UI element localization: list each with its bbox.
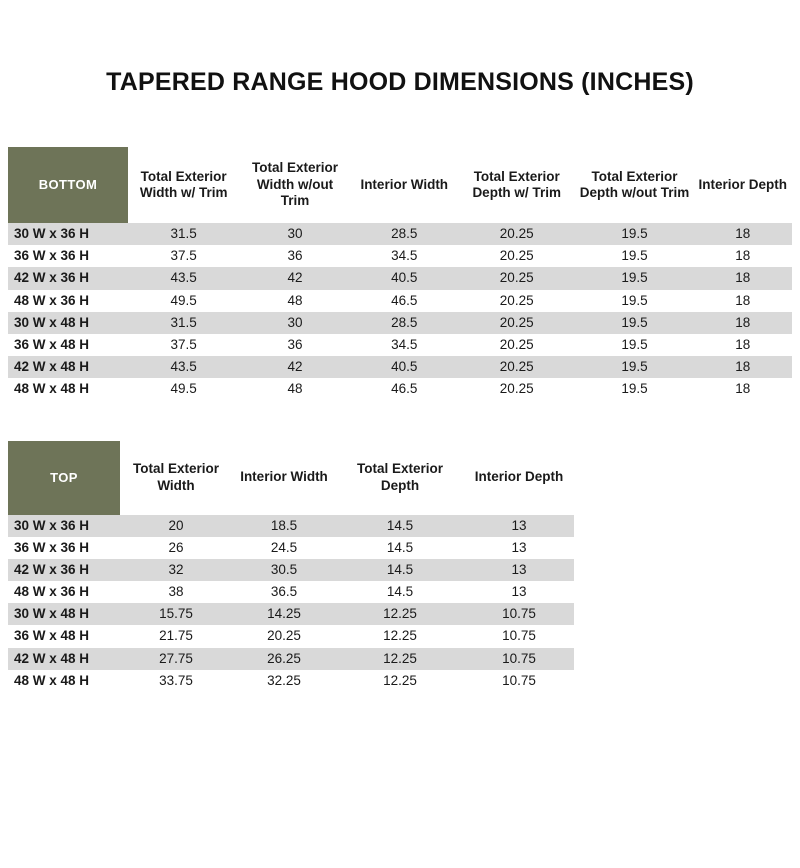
cell: 38 <box>120 581 232 603</box>
table-row <box>8 537 574 559</box>
cell: 14.5 <box>336 581 464 603</box>
table-row <box>8 378 792 400</box>
row-label: 30 W x 48 H <box>8 312 128 334</box>
cell: 19.5 <box>576 312 694 334</box>
cell: 12.25 <box>336 670 464 692</box>
table-row <box>8 312 792 334</box>
cell: 48 <box>239 378 350 400</box>
row-label: 36 W x 48 H <box>8 334 128 356</box>
cell: 20.25 <box>458 223 576 245</box>
top-corner-label: TOP <box>8 441 120 515</box>
cell: 26 <box>120 537 232 559</box>
bottom-table-body <box>8 223 792 401</box>
table-row <box>8 625 574 647</box>
row-label: 48 W x 36 H <box>8 581 120 603</box>
cell: 13 <box>464 537 574 559</box>
table-row <box>8 356 792 378</box>
bottom-dimensions-table <box>8 147 792 401</box>
table-row <box>8 223 792 245</box>
cell: 18 <box>693 378 792 400</box>
cell: 32.25 <box>232 670 336 692</box>
table-row <box>8 670 574 692</box>
cell: 12.25 <box>336 625 464 647</box>
document-page <box>0 68 800 868</box>
cell: 43.5 <box>128 267 239 289</box>
cell: 46.5 <box>351 378 458 400</box>
table-row <box>8 334 792 356</box>
cell: 42 <box>239 356 350 378</box>
row-label: 30 W x 48 H <box>8 603 120 625</box>
cell: 27.75 <box>120 648 232 670</box>
cell: 21.75 <box>120 625 232 647</box>
cell: 12.25 <box>336 648 464 670</box>
cell: 10.75 <box>464 625 574 647</box>
cell: 12.25 <box>336 603 464 625</box>
table-row <box>8 648 574 670</box>
cell: 13 <box>464 559 574 581</box>
bottom-corner-label: BOTTOM <box>8 147 128 223</box>
cell: 31.5 <box>128 223 239 245</box>
column-header: Total Exterior Depth w/out Trim <box>579 168 690 200</box>
cell: 20.25 <box>458 267 576 289</box>
cell: 20.25 <box>458 356 576 378</box>
cell: 10.75 <box>464 648 574 670</box>
cell: 33.75 <box>120 670 232 692</box>
cell: 28.5 <box>351 312 458 334</box>
row-label: 36 W x 48 H <box>8 625 120 647</box>
cell: 19.5 <box>576 245 694 267</box>
column-header: Total Exterior Width <box>132 461 220 493</box>
bottom-dimensions-block <box>0 147 800 401</box>
table-header-row <box>8 147 792 223</box>
cell: 20.25 <box>458 378 576 400</box>
table-header-row <box>8 441 574 515</box>
cell: 20.25 <box>458 290 576 312</box>
cell: 34.5 <box>351 334 458 356</box>
cell: 14.5 <box>336 515 464 537</box>
cell: 18.5 <box>232 515 336 537</box>
cell: 19.5 <box>576 267 694 289</box>
cell: 28.5 <box>351 223 458 245</box>
cell: 18 <box>693 290 792 312</box>
cell: 46.5 <box>351 290 458 312</box>
cell: 20.25 <box>458 334 576 356</box>
cell: 18 <box>693 267 792 289</box>
bottom-table-header <box>8 147 792 223</box>
table-row <box>8 515 574 537</box>
row-label: 36 W x 36 H <box>8 245 128 267</box>
column-header: Total Exterior Width w/out Trim <box>252 160 339 209</box>
cell: 48 <box>239 290 350 312</box>
row-label: 48 W x 36 H <box>8 290 128 312</box>
cell: 10.75 <box>464 603 574 625</box>
cell: 13 <box>464 515 574 537</box>
cell: 18 <box>693 223 792 245</box>
row-label: 48 W x 48 H <box>8 378 128 400</box>
cell: 30 <box>239 223 350 245</box>
cell: 49.5 <box>128 378 239 400</box>
cell: 13 <box>464 581 574 603</box>
top-dimensions-block <box>0 441 800 693</box>
column-header: Total Exterior Width w/ Trim <box>139 168 228 200</box>
cell: 20 <box>120 515 232 537</box>
cell: 20.25 <box>458 312 576 334</box>
cell: 14.5 <box>336 537 464 559</box>
top-table-header <box>8 441 574 515</box>
column-header: Total Exterior Depth <box>356 461 444 493</box>
cell: 19.5 <box>576 356 694 378</box>
cell: 37.5 <box>128 245 239 267</box>
cell: 40.5 <box>351 267 458 289</box>
row-label: 30 W x 36 H <box>8 223 128 245</box>
cell: 18 <box>693 245 792 267</box>
cell: 42 <box>239 267 350 289</box>
cell: 36 <box>239 245 350 267</box>
row-label: 42 W x 36 H <box>8 559 120 581</box>
cell: 15.75 <box>120 603 232 625</box>
column-header: Interior Depth <box>698 176 787 192</box>
cell: 43.5 <box>128 356 239 378</box>
cell: 10.75 <box>464 670 574 692</box>
cell: 19.5 <box>576 378 694 400</box>
cell: 30 <box>239 312 350 334</box>
column-header: Interior Depth <box>474 469 564 485</box>
cell: 20.25 <box>458 245 576 267</box>
row-label: 42 W x 48 H <box>8 648 120 670</box>
cell: 20.25 <box>232 625 336 647</box>
cell: 31.5 <box>128 312 239 334</box>
cell: 19.5 <box>576 334 694 356</box>
table-row <box>8 245 792 267</box>
table-row <box>8 603 574 625</box>
cell: 14.5 <box>336 559 464 581</box>
top-table-body <box>8 515 574 693</box>
cell: 24.5 <box>232 537 336 559</box>
column-header: Total Exterior Depth w/ Trim <box>472 168 561 200</box>
page-title: TAPERED RANGE HOOD DIMENSIONS (INCHES) <box>106 68 694 96</box>
row-label: 42 W x 36 H <box>8 267 128 289</box>
table-row <box>8 290 792 312</box>
row-label: 48 W x 48 H <box>8 670 120 692</box>
cell: 40.5 <box>351 356 458 378</box>
top-dimensions-table <box>8 441 574 693</box>
row-label: 30 W x 36 H <box>8 515 120 537</box>
cell: 18 <box>693 312 792 334</box>
column-header: Interior Width <box>360 176 449 192</box>
cell: 36.5 <box>232 581 336 603</box>
table-row <box>8 559 574 581</box>
cell: 36 <box>239 334 350 356</box>
column-header: Interior Width <box>240 469 328 485</box>
cell: 34.5 <box>351 245 458 267</box>
cell: 26.25 <box>232 648 336 670</box>
cell: 49.5 <box>128 290 239 312</box>
row-label: 36 W x 36 H <box>8 537 120 559</box>
table-row <box>8 267 792 289</box>
cell: 30.5 <box>232 559 336 581</box>
cell: 19.5 <box>576 223 694 245</box>
table-row <box>8 581 574 603</box>
cell: 19.5 <box>576 290 694 312</box>
cell: 18 <box>693 356 792 378</box>
row-label: 42 W x 48 H <box>8 356 128 378</box>
cell: 37.5 <box>128 334 239 356</box>
cell: 32 <box>120 559 232 581</box>
cell: 18 <box>693 334 792 356</box>
cell: 14.25 <box>232 603 336 625</box>
